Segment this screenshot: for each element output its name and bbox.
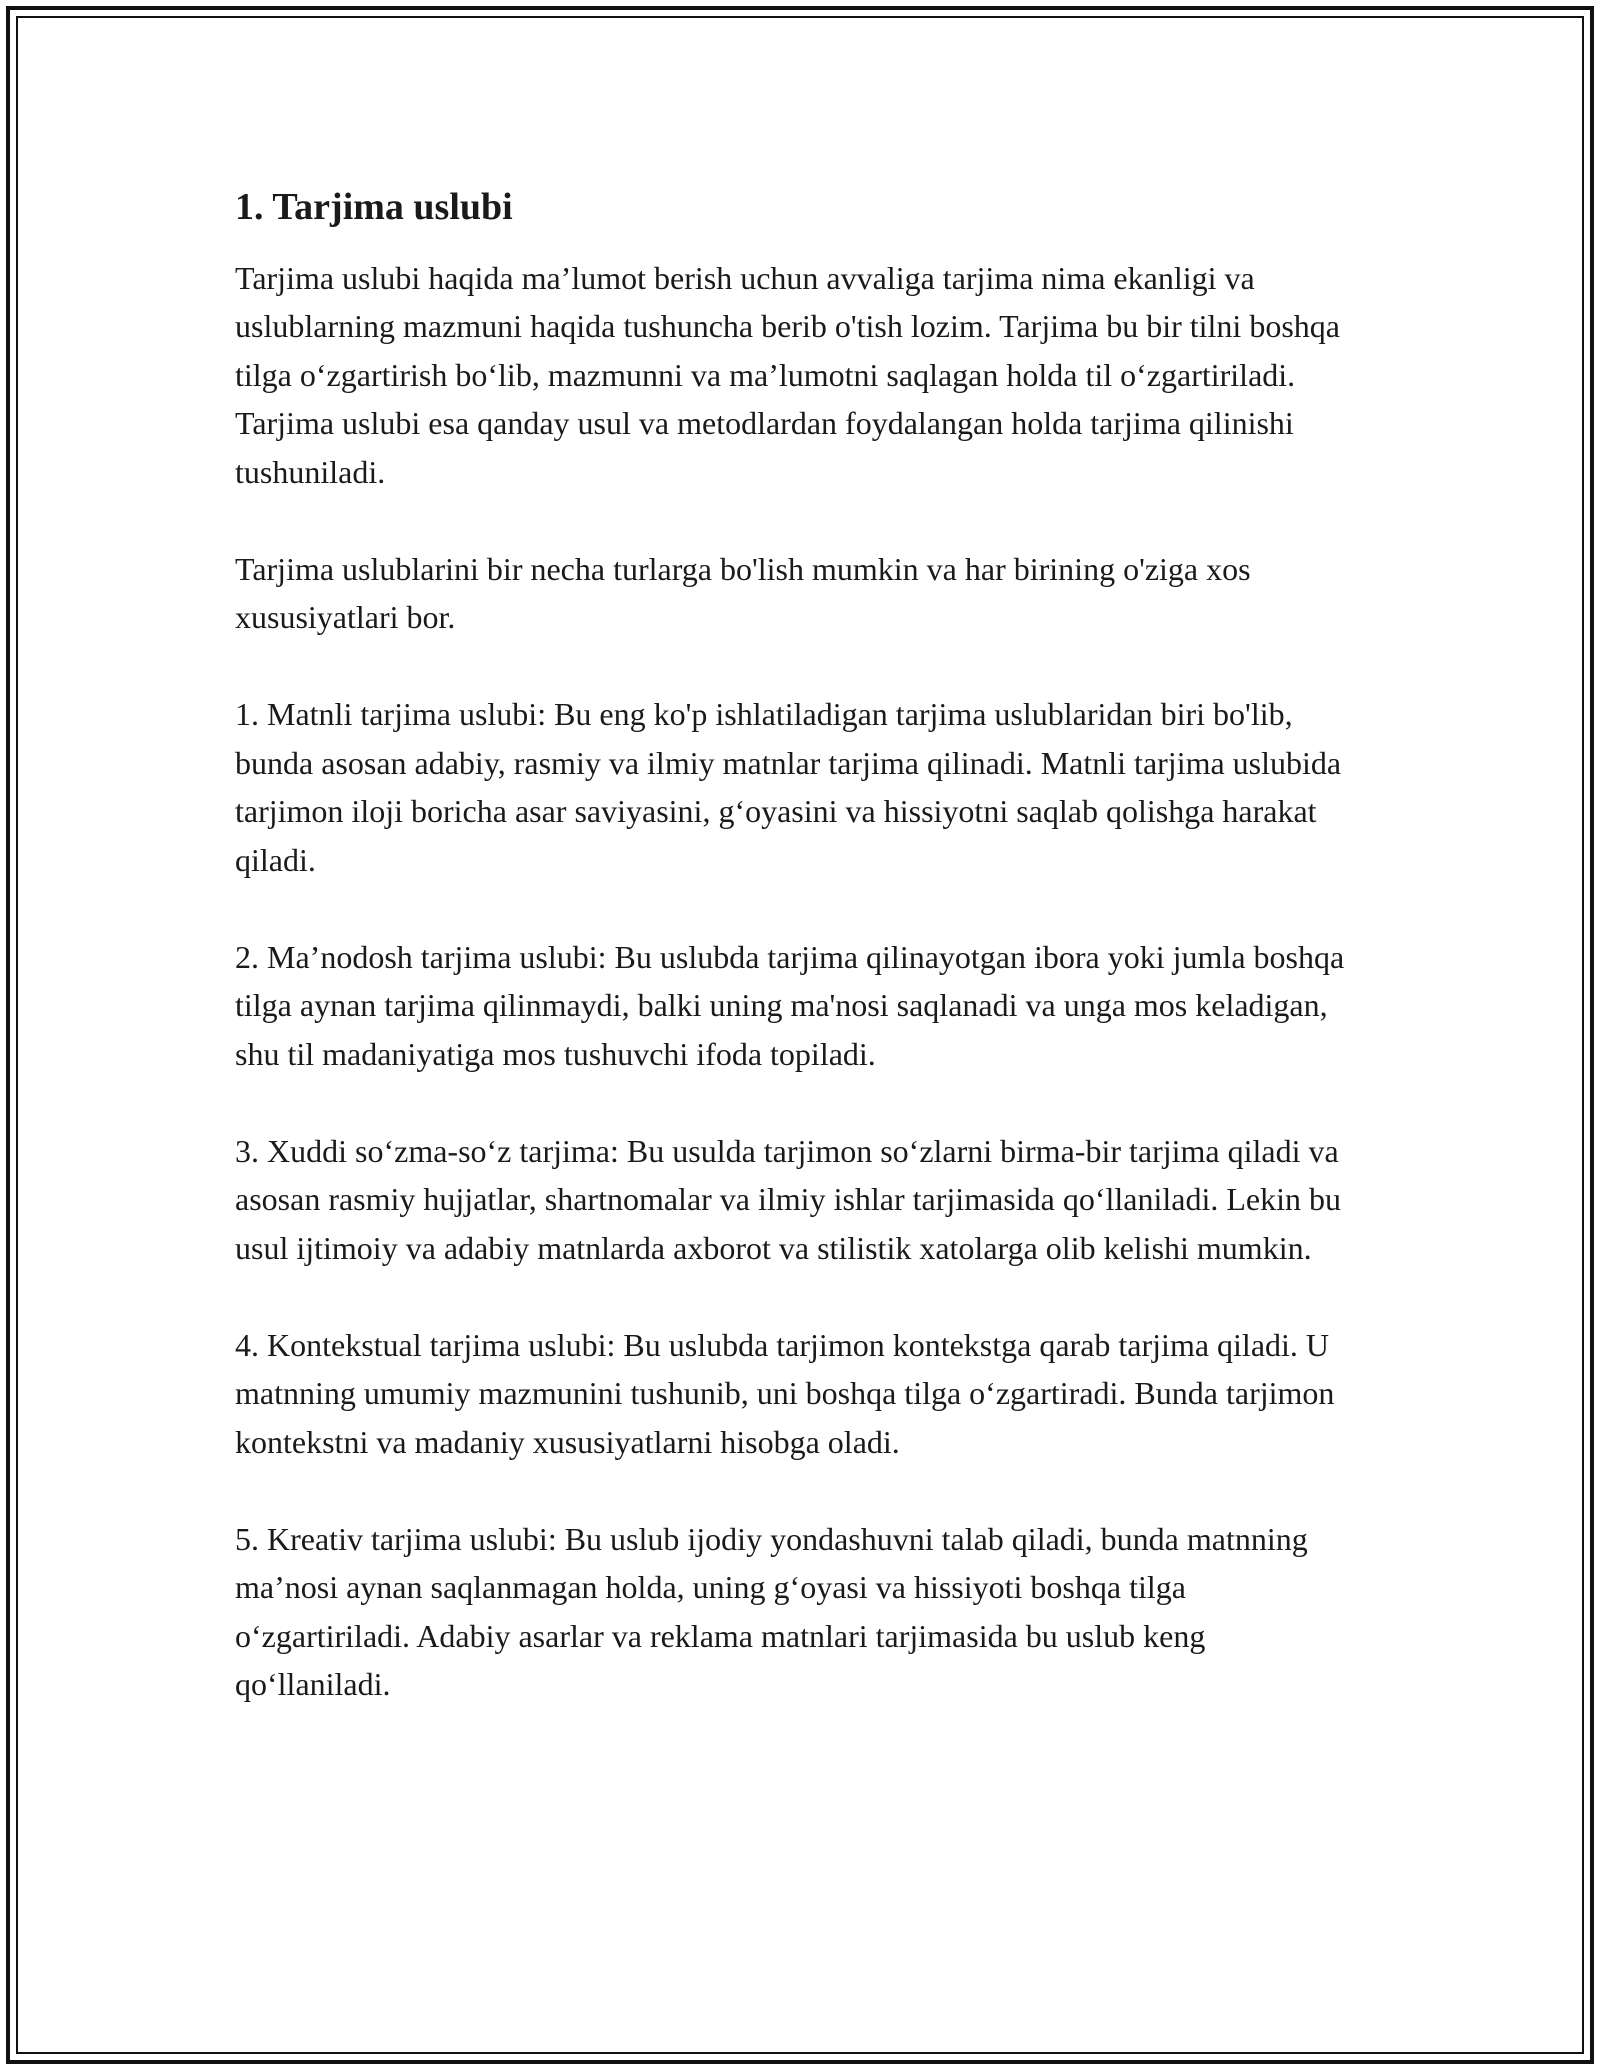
document-body — [235, 184, 1365, 1757]
section-heading: 1. Tarjima uslubi — [235, 186, 513, 228]
style-item-contextual: 4. Kontekstual tarjima uslubi: Bu uslubda tarjimon kontekstga qarab tarjima qiladi. U matnning umumiy mazmunini tushunib, uni boshqa tilga o‘zgartiradi. Bunda tarjimon kontekstni va madaniy xususiyatlarni hisobga oladi. — [235, 1326, 1335, 1460]
style-item-textual: 1. Matnli tarjima uslubi: Bu eng ko'p ishlatiladigan tarjima uslublaridan biri bo'lib, bunda asosan adabiy, rasmiy va ilmiy matnlar tarjima qilinadi. Matnli tarjima uslubida tarjimon iloji boricha asar saviyasini, g‘oyasini va hissiyotni saqlab qolishga harakat qiladi. — [235, 696, 1342, 878]
intro-paragraph: Tarjima uslubi haqida ma’lumot berish uchun avvaliga tarjima nima ekanligi va uslublarning mazmuni haqida tushuncha berib o'tish lozim. Tarjima bu bir tilni boshqa tilga o‘zgartirish bo‘lib, mazmunni va ma’lumotni saqlagan holda til o‘zgartiriladi. Tarjima uslubi esa qanday usul va metodlardan foydalangan holda tarjima qilinishi tushuniladi. — [235, 259, 1340, 490]
style-item-literal: 3. Xuddi so‘zma-so‘z tarjima: Bu usulda tarjimon so‘zlarni birma-bir tarjima qiladi va asosan rasmiy hujjatlar, shartnomalar va ilmiy ishlar tarjimasida qo‘llaniladi. Lekin bu usul ijtimoiy va adabiy matnlarda axborot va stilistik xatolarga olib kelishi mumkin. — [235, 1132, 1341, 1266]
style-item-creative: 5. Kreativ tarjima uslubi: Bu uslub ijodiy yondashuvni talab qiladi, bunda matnning ma’nosi aynan saqlanmagan holda, uning g‘oyasi va hissiyoti boshqa tilga o‘zgartiriladi. Adabiy asarlar va reklama matnlari tarjimasida bu uslub keng qo‘llaniladi. — [235, 1520, 1308, 1702]
types-intro-paragraph: Tarjima uslublarini bir necha turlarga bo'lish mumkin va har birining o'ziga xos xususiyatlari bor. — [235, 550, 1251, 635]
style-item-semantic: 2. Ma’nodosh tarjima uslubi: Bu uslubda tarjima qilinayotgan ibora yoki jumla boshqa tilga aynan tarjima qilinmaydi, balki uning ma'nosi saqlanadi va unga mos keladigan, shu til madaniyatiga mos tushuvchi ifoda topiladi. — [235, 938, 1345, 1072]
